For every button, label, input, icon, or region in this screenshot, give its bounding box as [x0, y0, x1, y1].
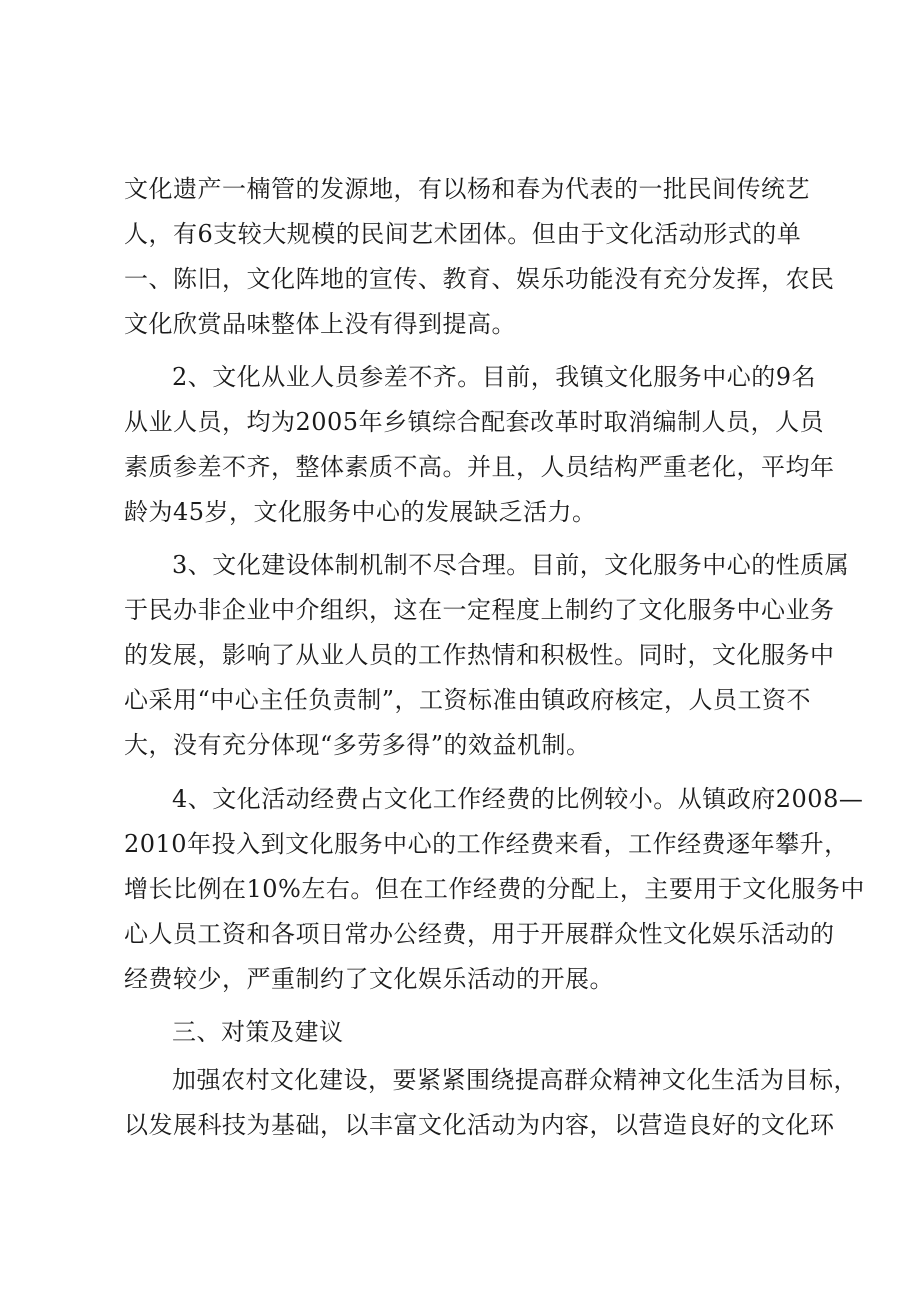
- text-line: 心采用“中心主任负责制”，工资标准由镇政府核定，人员工资不: [124, 686, 812, 714]
- paragraph-start-line: 加强农村文化建设，要紧紧围绕提高群众精神文化生活为目标，: [172, 1066, 858, 1094]
- paragraph-start-line: 3、文化建设体制机制不尽合理。目前，文化服务中心的性质属: [172, 551, 850, 579]
- text-line: 2010年投入到文化服务中心的工作经费来看，工作经费逐年攀升，: [124, 830, 849, 858]
- paragraph-start-line: 2、文化从业人员参差不齐。目前，我镇文化服务中心的9名: [172, 363, 817, 391]
- text-line: 以发展科技为基础，以丰富文化活动为内容，以营造良好的文化环: [124, 1111, 835, 1139]
- text-line: 文化遗产一楠管的发源地，有以杨和春为代表的一批民间传统艺: [124, 175, 810, 203]
- text-line: 人，有6支较大规模的民间艺术团体。但由于文化活动形式的单: [124, 220, 802, 248]
- text-line: 大，没有充分体现“多劳多得”的效益机制。: [124, 731, 591, 759]
- text-line: 增长比例在10%左右。但在工作经费的分配上，主要用于文化服务中: [124, 875, 865, 903]
- text-line: 一、陈旧，文化阵地的宣传、教育、娱乐功能没有充分发挥，农民: [124, 265, 835, 293]
- paragraph-start-line: 4、文化活动经费占文化工作经费的比例较小。从镇政府2008—: [172, 785, 864, 813]
- text-line: 心人员工资和各项日常办公经费，用于开展群众性文化娱乐活动的: [124, 920, 835, 948]
- text-line: 龄为45岁，文化服务中心的发展缺乏活力。: [124, 498, 597, 526]
- text-line: 素质参差不齐，整体素质不高。并且，人员结构严重老化，平均年: [124, 453, 835, 481]
- text-line: 的发展，影响了从业人员的工作热情和积极性。同时，文化服务中: [124, 641, 835, 669]
- text-line: 文化欣赏品味整体上没有得到提高。: [124, 310, 516, 338]
- text-line: 于民办非企业中介组织，这在一定程度上制约了文化服务中心业务: [124, 596, 835, 624]
- text-line: 经费较少，严重制约了文化娱乐活动的开展。: [124, 965, 614, 993]
- text-line: 从业人员，均为2005年乡镇综合配套改革时取消编制人员，人员: [124, 408, 825, 436]
- section-heading: 三、对策及建议: [172, 1018, 344, 1046]
